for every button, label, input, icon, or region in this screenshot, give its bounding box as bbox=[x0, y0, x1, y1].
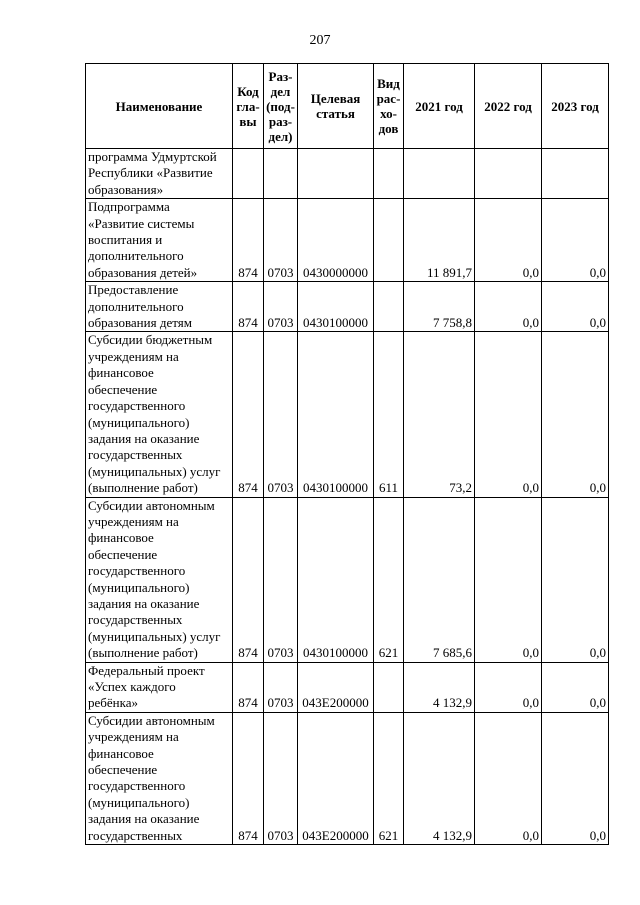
cell-y2023 bbox=[542, 149, 609, 199]
cell-glava: 874 bbox=[233, 199, 264, 282]
cell-name bbox=[86, 662, 233, 712]
name-line: финансовое bbox=[88, 365, 154, 381]
cell-razdel: 0703 bbox=[264, 199, 298, 282]
name-line: (выполнение работ) bbox=[88, 480, 198, 496]
name-line: задания на оказание bbox=[88, 430, 200, 446]
name-line: финансовое bbox=[88, 530, 154, 546]
cell-y2021 bbox=[404, 149, 475, 199]
cell-razdel: 0703 bbox=[264, 497, 298, 662]
name-line: государственного bbox=[88, 778, 186, 794]
cell-y2022 bbox=[475, 149, 542, 199]
name-line: ребёнка» bbox=[88, 695, 139, 711]
name-line: обеспечение bbox=[88, 762, 158, 778]
header-2022: 2022 год bbox=[475, 64, 542, 149]
table-row bbox=[86, 332, 609, 497]
name-line: государственных bbox=[88, 612, 183, 628]
cell-y2021: 4 132,9 bbox=[404, 712, 475, 844]
cell-name bbox=[86, 282, 233, 332]
name-line: государственных bbox=[88, 827, 183, 843]
name-line: государственных bbox=[88, 447, 183, 463]
cell-y2022: 0,0 bbox=[475, 712, 542, 844]
cell-name bbox=[86, 332, 233, 497]
cell-vid bbox=[374, 282, 404, 332]
cell-name bbox=[86, 199, 233, 282]
cell-vid: 611 bbox=[374, 332, 404, 497]
name-line: образования детям bbox=[88, 315, 192, 331]
name-line: дополнительного bbox=[88, 298, 184, 314]
cell-vid: 621 bbox=[374, 497, 404, 662]
header-2023: 2023 год bbox=[542, 64, 609, 149]
header-glava: Код гла- вы bbox=[233, 64, 264, 149]
cell-statya: 0430100000 bbox=[298, 497, 374, 662]
header-row bbox=[86, 64, 609, 149]
name-line: Субсидии автономным bbox=[88, 497, 215, 513]
cell-y2021: 7 685,6 bbox=[404, 497, 475, 662]
name-line: учреждениям на bbox=[88, 348, 179, 364]
header-vid: Вид рас- хо- дов bbox=[374, 64, 404, 149]
name-line: учреждениям на bbox=[88, 513, 179, 529]
cell-statya: 0430100000 bbox=[298, 332, 374, 497]
cell-name bbox=[86, 712, 233, 844]
name-line: Предоставление bbox=[88, 282, 179, 298]
name-line: финансовое bbox=[88, 745, 154, 761]
table-row bbox=[86, 662, 609, 712]
header-razdel: Раз- дел (под- раз- дел) bbox=[264, 64, 298, 149]
cell-y2021: 7 758,8 bbox=[404, 282, 475, 332]
name-line: задания на оказание bbox=[88, 811, 200, 827]
name-line: (муниципального) bbox=[88, 794, 190, 810]
cell-y2023: 0,0 bbox=[542, 712, 609, 844]
table-row bbox=[86, 712, 609, 844]
budget-table bbox=[85, 63, 609, 845]
name-line: программа Удмуртской bbox=[88, 149, 217, 164]
name-line: образования детей» bbox=[88, 264, 198, 280]
name-line: обеспечение bbox=[88, 381, 158, 397]
cell-y2022: 0,0 bbox=[475, 199, 542, 282]
table-row bbox=[86, 149, 609, 199]
cell-y2023: 0,0 bbox=[542, 199, 609, 282]
cell-name bbox=[86, 497, 233, 662]
cell-y2023: 0,0 bbox=[542, 282, 609, 332]
cell-razdel: 0703 bbox=[264, 662, 298, 712]
cell-y2022: 0,0 bbox=[475, 282, 542, 332]
cell-y2023: 0,0 bbox=[542, 497, 609, 662]
name-line: государственного bbox=[88, 398, 186, 414]
cell-y2022: 0,0 bbox=[475, 332, 542, 497]
cell-razdel: 0703 bbox=[264, 332, 298, 497]
name-line: образования» bbox=[88, 181, 164, 197]
name-line: воспитания и bbox=[88, 232, 163, 248]
cell-razdel: 0703 bbox=[264, 712, 298, 844]
table-row bbox=[86, 282, 609, 332]
cell-razdel: 0703 bbox=[264, 282, 298, 332]
cell-y2022: 0,0 bbox=[475, 662, 542, 712]
cell-y2022: 0,0 bbox=[475, 497, 542, 662]
header-statya: Целевая статья bbox=[298, 64, 374, 149]
cell-glava: 874 bbox=[233, 497, 264, 662]
table-row bbox=[86, 497, 609, 662]
name-line: задания на оказание bbox=[88, 595, 200, 611]
cell-razdel bbox=[264, 149, 298, 199]
name-line: обеспечение bbox=[88, 546, 158, 562]
cell-glava: 874 bbox=[233, 332, 264, 497]
cell-y2023: 0,0 bbox=[542, 662, 609, 712]
table-body bbox=[86, 149, 609, 845]
name-line: (муниципального) bbox=[88, 414, 190, 430]
name-line: Республики «Развитие bbox=[88, 165, 213, 181]
name-line: Федеральный проект bbox=[88, 662, 205, 678]
name-line: учреждениям на bbox=[88, 729, 179, 745]
cell-statya: 043E200000 bbox=[298, 712, 374, 844]
name-line: (выполнение работ) bbox=[88, 645, 198, 661]
cell-y2021: 73,2 bbox=[404, 332, 475, 497]
cell-glava: 874 bbox=[233, 712, 264, 844]
cell-statya bbox=[298, 149, 374, 199]
cell-vid: 621 bbox=[374, 712, 404, 844]
cell-statya: 0430000000 bbox=[298, 199, 374, 282]
cell-y2021: 11 891,7 bbox=[404, 199, 475, 282]
cell-y2021: 4 132,9 bbox=[404, 662, 475, 712]
cell-vid bbox=[374, 662, 404, 712]
name-line: «Развитие системы bbox=[88, 215, 195, 231]
header-name: Наименование bbox=[86, 64, 233, 149]
cell-statya: 0430100000 bbox=[298, 282, 374, 332]
cell-name bbox=[86, 149, 233, 199]
name-line: (муниципальных) услуг bbox=[88, 463, 221, 479]
cell-statya: 043E200000 bbox=[298, 662, 374, 712]
name-line: Субсидии автономным bbox=[88, 712, 215, 728]
name-line: дополнительного bbox=[88, 248, 184, 264]
table-row bbox=[86, 199, 609, 282]
cell-vid bbox=[374, 199, 404, 282]
page-number: 207 bbox=[309, 33, 331, 48]
name-line: Подпрограмма bbox=[88, 199, 170, 215]
name-line: государственного bbox=[88, 563, 186, 579]
cell-glava bbox=[233, 149, 264, 199]
cell-glava: 874 bbox=[233, 662, 264, 712]
cell-glava: 874 bbox=[233, 282, 264, 332]
cell-vid bbox=[374, 149, 404, 199]
name-line: (муниципальных) услуг bbox=[88, 628, 221, 644]
name-line: «Успех каждого bbox=[88, 679, 176, 694]
cell-y2023: 0,0 bbox=[542, 332, 609, 497]
name-line: (муниципального) bbox=[88, 579, 190, 595]
header-2021: 2021 год bbox=[404, 64, 475, 149]
name-line: Субсидии бюджетным bbox=[88, 332, 213, 348]
